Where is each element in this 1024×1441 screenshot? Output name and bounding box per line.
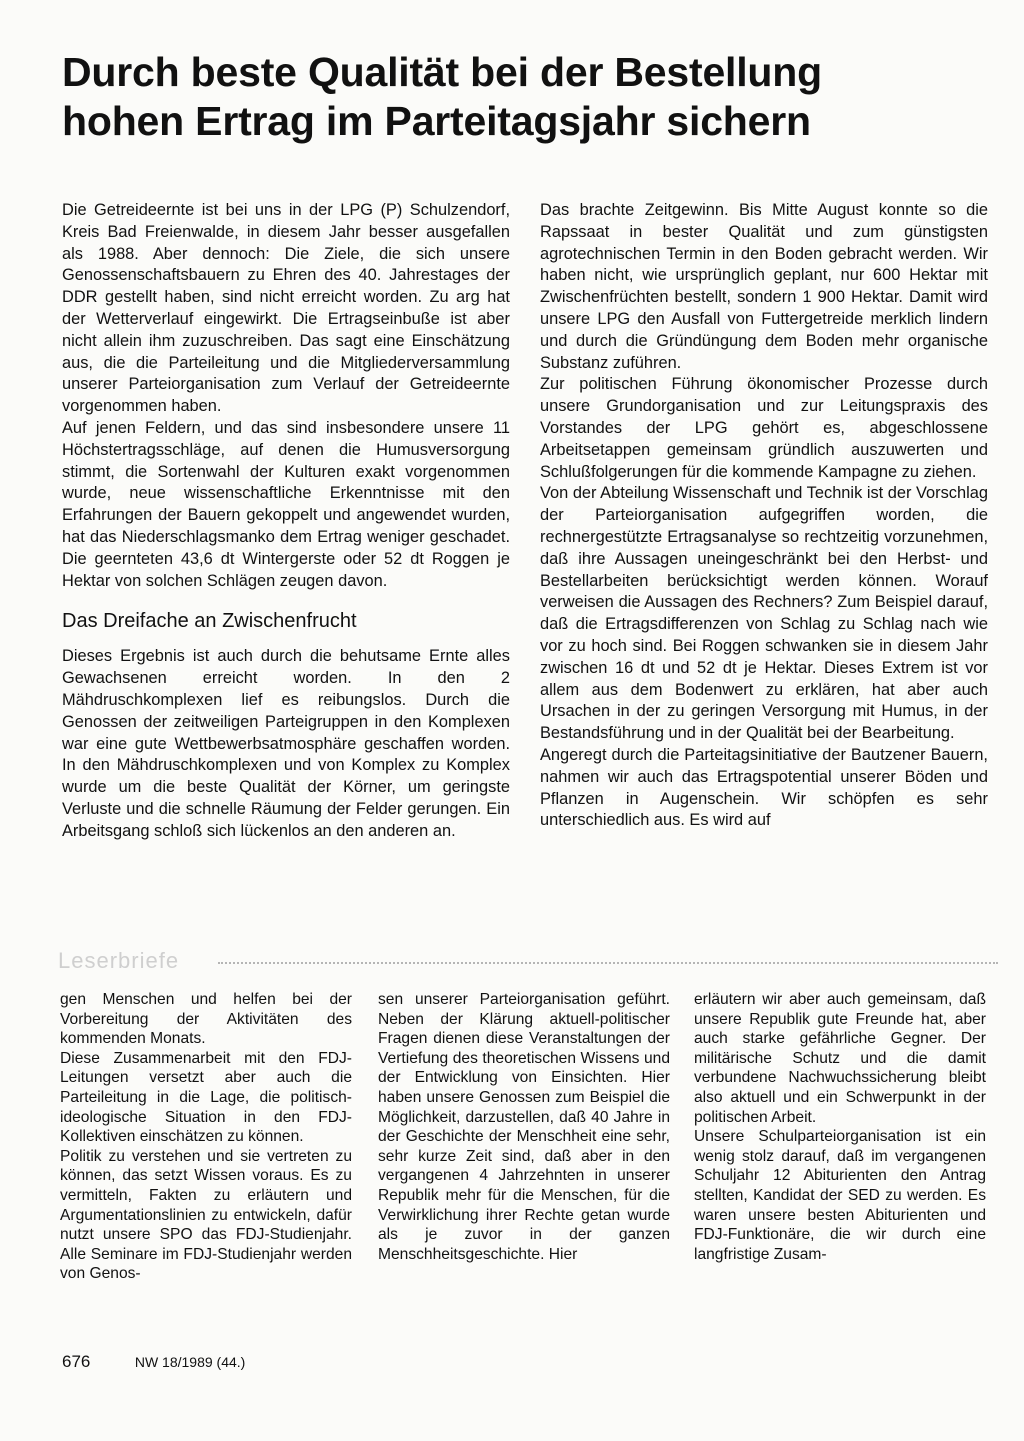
article-paragraph: Dieses Ergebnis ist auch durch die behutsame Ernte alles Gewachsenen erreicht worden. In den 2 Mähdruschkomplexen lief es reibungslos. Durch die Genossen der zeitweiligen Parteigruppen in den Komplexen war eine gute Wettbewerbsatmosphäre geschaffen worden. In den Mähdruschkomplexen und von Komplex zu Komplex wurde um die beste Qualität der Körner, um geringste Verluste und die schnelle Räumung der Felder gerungen. Ein Arbeitsgang schloß sich lückenlos an den anderen an. [62,647,510,840]
page-footer [62,1352,245,1373]
article-paragraph: Von der Abteilung Wissenschaft und Technik ist der Vorschlag der Parteiorganisation aufgegriffen worden, die rechnergestützte Ertragsanalyse so rechtzeitig vorzunehmen, daß ihre Aussagen uneingeschränkt bei den Herbst- und Bestellarbeiten berücksichtigt werden können. Worauf verweisen die Aussagen des Rechners? Zum Beispiel darauf, daß die Ertragsdifferenzen von Schlag zu Schlag nach wie vor zu hoch sind. Bei Roggen schwanken sie in diesem Jahr zwischen 16 dt und 52 dt je Hektar. Dieses Extrem ist vor allem aus dem Bodenwert zu erklären, hat aber auch Ursachen in der zu geringen Versorgung mit Humus, in der Bestandsführung und in der Qualität bei der Bearbeitung. [540,484,988,743]
letters-column-3 [694,990,986,1264]
rubric-label: Leserbriefe [58,948,180,973]
section-rubric [58,946,998,976]
headline-line-2: hohen Ertrag im Parteitagsjahr sichern [62,98,811,144]
letter-paragraph: gen Menschen und helfen bei der Vorbereitung der Aktivitäten des kommenden Monats. [60,991,352,1048]
letter-paragraph: erläutern wir aber auch gemeinsam, daß unsere Republik gute Freunde hat, aber auch starke gefährliche Gegner. Der militärische Schutz und die damit verbundene Nachwuchssicherung bleibt also aktuell und ein Schwerpunkt in der politischen Arbeit. [694,991,986,1126]
article-subheading: Das Dreifache an Zwischenfrucht [62,610,357,633]
article-paragraph: Angeregt durch die Parteitagsinitiative der Bautzener Bauern, nahmen wir auch das Ertragspotential unserer Böden und Pflanzen in Augenschein. Wir schöpfen es sehr unterschiedlich aus. Es wird auf [540,745,988,830]
headline-line-1: Durch beste Qualität bei der Bestellung [62,49,822,95]
page-number: 676 [62,1352,91,1371]
article-paragraph: Das brachte Zeitgewinn. Bis Mitte August konnte so die Rapssaat in bester Qualität und zum günstigsten agrotechnischen Termin in den Boden gebracht werden. Wir haben nicht, wie ursprünglich geplant, nur 600 Hektar mit Zwischenfrüchten bestellt, sondern 1 900 Hektar. Damit wird unsere LPG den Ausfall von Futtergetreide merklich lindern und durch die Gründüngung dem Boden mehr organische Substanz zuführen. [540,201,988,372]
issue-reference: NW 18/1989 (44.) [134,1354,246,1370]
letter-paragraph: Unsere Schulparteiorganisation ist ein wenig stolz darauf, daß im vergangenen Schuljahr 12 Abiturienten den Antrag stellten, Kandidat der SED zu werden. Es waren unsere besten Abiturienten und FDJ-Funktionäre, die wir durch eine langfristige Zusam- [694,1128,986,1263]
letter-paragraph: Diese Zusammenarbeit mit den FDJ-Leitungen versetzt aber auch die Parteileitung in die Lage, die politisch-ideologische Situation in den FDJ-Kollektiven einschätzen zu können. [60,1049,352,1146]
letter-paragraph: sen unserer Parteiorganisation geführt. Neben der Klärung aktuell-politischer Fragen dienen diese Veranstaltungen der Vertiefung des theoretischen Wissens und der Entwicklung von Einsichten. Hier haben unsere Genossen zum Beispiel die Möglichkeit, darzustellen, daß 40 Jahre in der Geschichte der Menschheit eine sehr, sehr kurze Zeit sind, daß aber in den vergangenen 4 Jahrzehnten in unserer Republik mehr für die Menschen, für die Verwirklichung ihrer Rechte getan wurde als je zuvor in der ganzen Menschheitsgeschichte. Hier [378,991,670,1263]
article-column-right [540,200,988,832]
letters-column-2 [378,990,670,1264]
letters-column-1 [60,990,352,1284]
letter-paragraph: Politik zu verstehen und sie vertreten zu können, das setzt Wissen voraus. Es zu vermitteln, Fakten zu erläutern und Argumentationslinien zu entwickeln, dafür nutzt unsere SPO das FDJ-Studienjahr. Alle Seminare im FDJ-Studienjahr werden von Genos- [60,1147,352,1283]
article-column-left [62,200,510,843]
article-paragraph: Auf jenen Feldern, und das sind insbesondere unsere 11 Höchstertragsschläge, auf denen die Humusversorgung stimmt, die Sortenwahl der Kulturen exakt vorgenommen wurde, neue wissenschaftliche Erkenntnisse mit den Erfahrungen der Bauern gekoppelt und angewendet wurden, hat das Niederschlagsmanko dem Ertrag weniger geschadet. Die geernteten 43,6 dt Wintergerste oder 52 dt Roggen je Hektar von solchen Schlägen zeugen davon. [62,418,510,590]
article-paragraph: Zur politischen Führung ökonomischer Prozesse durch unsere Grundorganisation und zur Leitungspraxis des Vorstandes der LPG gehört es, abgeschlossene Arbeitsetappen gemeinsam gründlich auszuwerten und Schlußfolgerungen für die kommende Kampagne zu ziehen. [540,375,988,481]
headline [62,48,982,146]
article-paragraph: Die Getreideernte ist bei uns in der LPG (P) Schulzendorf, Kreis Bad Freienwalde, in diesem Jahr besser ausgefallen als 1988. Aber dennoch: Die Ziele, die sich unsere Genossenschaftsbauern zu Ehren des 40. Jahrestages der DDR gestellt haben, sind nicht erreicht worden. Zu arg hat der Wetterverlauf eingewirkt. Die Ertragseinbuße ist aber nicht allein ihm zuzuschreiben. Das sagt eine Einschätzung aus, die die Parteileitung und die Mitgliederversammlung unserer Parteiorganisation zum Verlauf der Getreideernte vorgenommen haben. [62,201,510,416]
rubric-divider [218,962,998,964]
